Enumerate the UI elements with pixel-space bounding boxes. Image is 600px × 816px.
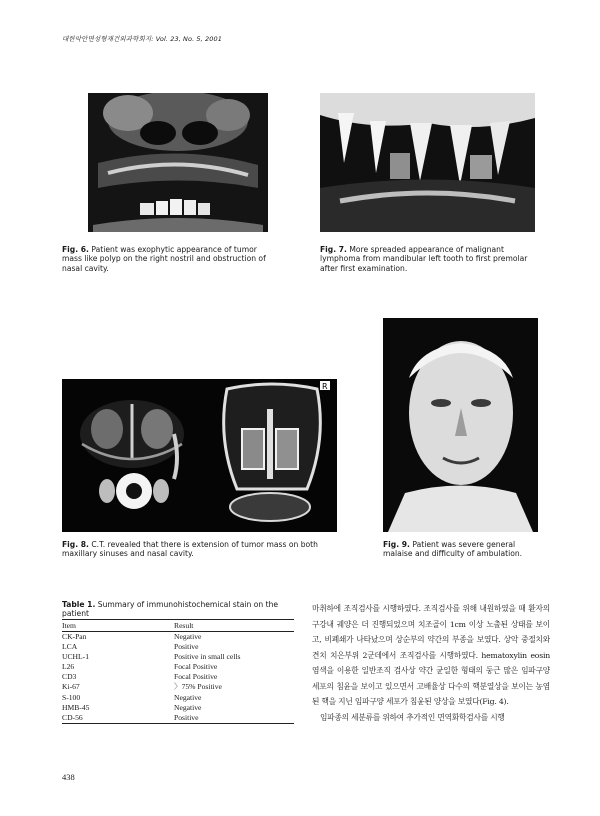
- table-row: [62, 681, 294, 692]
- table-header-rule: [62, 631, 294, 632]
- figure-7-caption: [320, 245, 535, 273]
- table-header-row: [62, 620, 294, 631]
- table-cell-result: 〉75% Positive: [174, 682, 222, 691]
- table-cell-item: CD-56: [62, 712, 83, 722]
- table-row: [62, 661, 294, 671]
- table-row: [62, 671, 294, 681]
- table-header-result: Result: [174, 621, 194, 630]
- figure-8-caption: [62, 540, 337, 559]
- table-cell-result: Negative: [174, 631, 202, 641]
- table-cell-result: Positive: [174, 641, 199, 651]
- table-bottom-rule: [62, 723, 294, 724]
- table-row: [62, 651, 294, 661]
- table-1-title: [62, 600, 294, 618]
- table-cell-item: CK-Pan: [62, 631, 87, 641]
- table-header-item: Item: [62, 621, 76, 630]
- page-number: 438: [62, 772, 75, 782]
- table-cell-result: Positive in small cells: [174, 651, 241, 661]
- table-cell-item: HMB-45: [62, 702, 90, 712]
- table-cell-item: S-100: [62, 692, 81, 702]
- figure-6-text: Patient was exophytic appearance of tumor mass like polyp on the right nostril and obstruction of nasal cavity.: [62, 245, 266, 273]
- table-row: [62, 702, 294, 712]
- figure-6-label: Fig. 6.: [62, 245, 89, 254]
- body-paragraph: 임파종의 세분류를 위하여 추가적인 면역화학검사를 시행: [320, 712, 505, 722]
- running-header: 대한악안면성형재건외과학회지: Vol. 23, No. 5, 2001: [62, 35, 222, 43]
- table-cell-item: LCA: [62, 641, 78, 651]
- table-cell-item: CD3: [62, 671, 77, 681]
- table-cell-result: Negative: [174, 702, 202, 712]
- figure-9-photo: [383, 318, 538, 532]
- figure-9-caption: [383, 540, 543, 559]
- body-paragraph: 마취하에 조직검사를 시행하였다. 조직검사를 위해 내원하였을 때 환자의 구강내 궤양은 더 진행되었으며 치조골이 1cm 이상 노출된 상태를 보이고, 비폐쇄가 나타났으며 상순부의 약간의 부종을 보였다. 상악 중절치와 견치 치은부위 2군데에서 조직검사를 시행하였다. hematoxylin eosin 염색을 이용한 일반조직 검사상 약간 균일한 형태의 둥근 많은 임파구양 세포의 침윤을 보이고 있으면서 고배율상 다수의 핵분열상을 보이는 농염된 핵을 지닌 임파구양 세포가 침윤된 양상을 보였다(Fig. 4).: [312, 604, 550, 706]
- table-cell-item: Ki-67: [62, 682, 80, 691]
- table-row: [62, 641, 294, 651]
- table-1-title-text: Summary of immunohistochemical stain on the patient: [62, 600, 279, 618]
- figure-8-text: C.T. revealed that there is extension of tumor mass on both maxillary sinuses and nasal cavity.: [62, 540, 318, 559]
- table-cell-result: Positive: [174, 712, 199, 722]
- figure-8-label: Fig. 8.: [62, 540, 89, 549]
- figure-7-photo: [320, 93, 535, 232]
- figure-6-caption: [62, 245, 276, 273]
- table-cell-result: Focal Positive: [174, 661, 218, 671]
- figure-6-photo: [88, 93, 268, 232]
- table-row: [62, 712, 294, 722]
- figure-7-label: Fig. 7.: [320, 245, 347, 254]
- ct-orientation-marker: R: [322, 382, 328, 391]
- table-row: [62, 692, 294, 702]
- table-1-label: Table 1.: [62, 600, 96, 609]
- table-cell-item: L26: [62, 661, 75, 671]
- table-row: [62, 631, 294, 641]
- ihc-summary-table: [62, 620, 294, 722]
- table-cell-result: Focal Positive: [174, 671, 218, 681]
- figure-7-text: More spreaded appearance of malignant lymphoma from mandibular left tooth to first premolar after first examination.: [320, 245, 528, 273]
- figure-9-label: Fig. 9.: [383, 540, 410, 549]
- table-cell-item: UCHL-1: [62, 651, 89, 661]
- table-cell-result: Negative: [174, 692, 202, 702]
- figure-9-text: Patient was severe general malaise and difficulty of ambulation.: [383, 540, 523, 559]
- figure-8-ct-scan: [62, 379, 337, 532]
- body-text-column: [312, 601, 550, 725]
